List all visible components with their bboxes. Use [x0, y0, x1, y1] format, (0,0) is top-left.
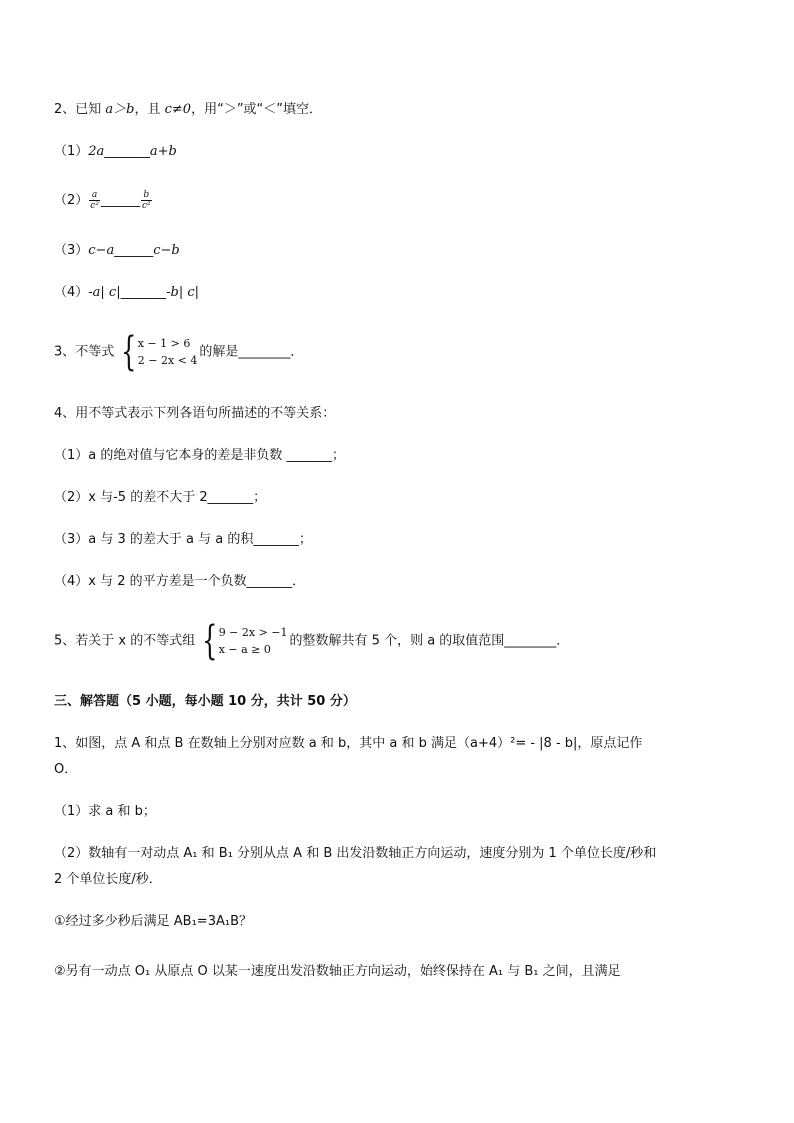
s1-line2: O． — [54, 762, 78, 777]
q2-part4-right: -b| c| — [166, 285, 199, 300]
q2-part1-right: a+b — [149, 144, 177, 159]
q2-part1-blank[interactable]: _______ — [104, 144, 150, 159]
q5-prefix: 5、若关于 x 的不等式组 — [54, 633, 196, 649]
q4-part3: （3）a 与 3 的差大于 a 与 a 的积_______； — [54, 532, 312, 547]
q2-tail: ，用“＞”或“＜”填空． — [191, 102, 323, 117]
q3-suffix: 的解是________． — [199, 344, 304, 360]
q2-part4-label: （4） — [54, 285, 89, 300]
s1-circle2: ②另有一动点 O₁ 从原点 O 以某一速度出发沿数轴正方向运动，始终保持在 A₁ 与 B₁ 之间，且满足 — [54, 964, 621, 979]
q2-condition-ab: a＞b — [105, 102, 135, 117]
s1-line1: 1、如图，点 A 和点 B 在数轴上分别对应数 a 和 b，其中 a 和 b 满足（a+4）²= - |8 - b|，原点记作 — [54, 736, 643, 751]
q4-title: 4、用不等式表示下列各语句所描述的不等关系： — [54, 406, 336, 421]
q2-part3-right: c−b — [153, 243, 180, 258]
s1-circle1: ①经过多少秒后满足 AB₁=3A₁B？ — [54, 914, 252, 929]
q2-part2-blank[interactable]: ______ — [100, 193, 140, 208]
q2-part3-left: c−a — [88, 243, 115, 258]
q4-part4: （4）x 与 2 的平方差是一个负数_______． — [54, 574, 306, 589]
q5-eq1: 9 − 2x > −1 — [218, 626, 288, 639]
q5-eq2: x − a ≥ 0 — [218, 643, 271, 656]
q3-prefix: 3、不等式 — [54, 344, 115, 360]
q2-part1-left: 2a — [88, 144, 105, 159]
s1-part2-line1: （2）数轴有一对动点 A₁ 和 B₁ 分别从点 A 和 B 出发沿数轴正方向运动，速度分别为 1 个单位长度/秒和 — [54, 846, 657, 861]
q2-part3-label: （3） — [54, 243, 89, 258]
q4-part1: （1）a 的绝对值与它本身的差是非负数 _______； — [54, 448, 346, 463]
s1-part1: （1）求 a 和 b； — [54, 804, 156, 819]
q2-condition-c: c≠0 — [164, 102, 192, 117]
q2-mid: ，且 — [134, 102, 165, 117]
q2-part2-label: （2） — [54, 193, 89, 208]
q5-suffix: 的整数解共有 5 个，则 a 的取值范围________． — [289, 633, 570, 649]
q5-system — [197, 618, 288, 664]
left-brace-icon: { — [202, 618, 218, 664]
q3-system — [116, 329, 198, 375]
q4-part2: （2）x 与-5 的差不大于 2_______； — [54, 490, 267, 505]
left-brace-icon: { — [121, 329, 137, 375]
q2-part4-blank[interactable]: _______ — [120, 285, 167, 300]
q2-part2-frac1: $\frac{a}{\text{c²}}$ — [90, 190, 99, 211]
q2-part4-left: -a| c| — [88, 285, 121, 300]
q2-part1-label: （1） — [54, 144, 89, 159]
q2-part4 — [54, 284, 199, 302]
q2-part3 — [54, 242, 180, 260]
q3-stem — [54, 329, 304, 375]
q2-part2 — [54, 186, 153, 216]
q2-part3-blank[interactable]: ______ — [114, 243, 154, 258]
q3-eq1: x − 1 > 6 — [137, 337, 191, 350]
s1-part2-line2: 2 个单位长度/秒． — [54, 872, 162, 887]
q2-part2-frac2: $\frac{b}{\text{c²}}$ — [141, 190, 151, 211]
q2-stem — [54, 101, 322, 119]
q2-part1 — [54, 143, 177, 161]
q3-eq2: 2 − 2x < 4 — [137, 354, 198, 367]
q5-stem — [54, 618, 570, 664]
q2-prefix: 2、已知 — [54, 102, 106, 117]
section3-title: 三、解答题（5 小题，每小题 10 分，共计 50 分） — [54, 694, 356, 709]
